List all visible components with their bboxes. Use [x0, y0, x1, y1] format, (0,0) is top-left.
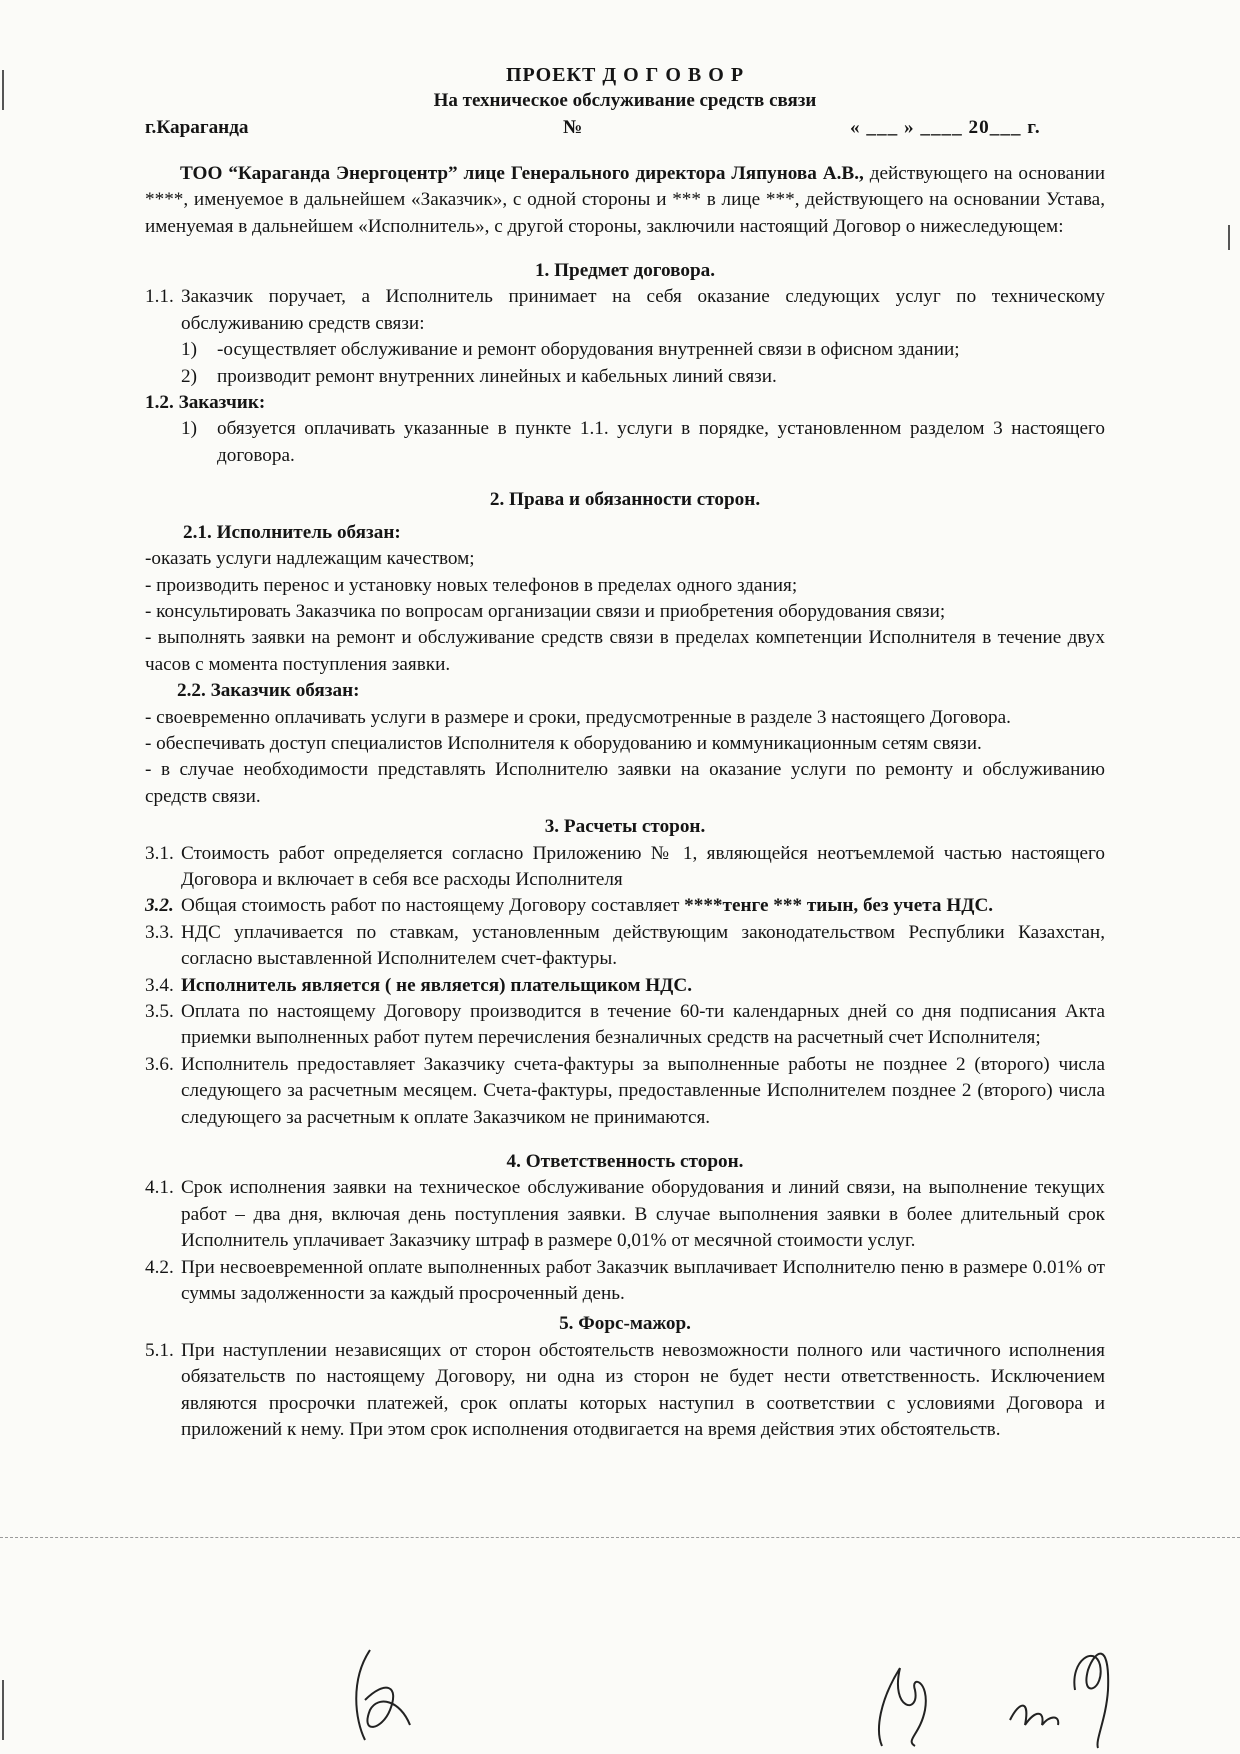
section-heading-2: 2. Права и обязанности сторон.	[489, 489, 761, 511]
signature-right	[1000, 1630, 1130, 1750]
clause-4-2	[145, 1255, 1105, 1308]
duty-line: - выполнять заявки на ремонт и обслуживание средств связи в пределах компетенции Исполнителя в течение двух часов с момента поступления заявки.	[145, 627, 1105, 675]
clause-number: 5.1.	[145, 1339, 174, 1361]
subsection-2-2: 2.2. Заказчик обязан:	[177, 680, 360, 702]
duty-line: - в случае необходимости представлять Исполнителю заявки на оказание услуги по ремонту и обслуживанию средств связи.	[145, 759, 1105, 807]
clause-text: Исполнитель является ( не является) плательщиком НДС.	[181, 974, 693, 996]
item-number: 1)	[181, 418, 197, 440]
clause-text: При наступлении независящих от сторон обстоятельств невозможности полного или частичного исполнения обязательств по настоящему Договору, ни одна из сторон не будет нести ответственность. Исключением являются просрочки платежей, срок оплаты которых наступил в соответствии с условиями Договора и приложений к нему. При этом срок исполнения отодвигается на время действия этих обстоятельств.	[181, 1339, 1105, 1441]
list-item	[145, 416, 1105, 469]
duty-line: -оказать услуги надлежащим качеством;	[145, 548, 475, 570]
scan-edge-mark	[2, 70, 4, 110]
duty-line: - консультировать Заказчика по вопросам организации связи и приобретения оборудования связи;	[145, 600, 946, 622]
section-heading-3: 3. Расчеты сторон.	[544, 816, 706, 838]
signature-left	[340, 1640, 430, 1750]
clause-text: Оплата по настоящему Договору производится в течение 60-ти календарных дней со дня подписания Акта приемки выполненных работ путем перечисления безналичных средств на расчетный счет Исполнителя;	[181, 1001, 1105, 1049]
item-text: -осуществляет обслуживание и ремонт оборудования внутренней связи в офисном здании;	[217, 339, 960, 361]
list-item	[145, 364, 1105, 390]
city: г.Караганда	[145, 116, 249, 138]
scan-edge-mark	[1228, 225, 1230, 250]
clause-1-2: 1.2. Заказчик:	[145, 392, 266, 414]
clause-3-5	[145, 999, 1105, 1052]
clause-number: 4.1.	[145, 1177, 174, 1199]
document-subtitle: На техническое обслуживание средств связи	[433, 90, 817, 112]
intro-text: действующего на основании ****, именуемое в дальнейшем «Заказчик», с одной стороны и *** в лице ***, действующего на основании Устава, именуемая в дальнейшем «Исполнитель», с другой стороны, заключили настоящий Договор о нижеследующем:	[145, 162, 1106, 237]
section-heading-1: 1. Предмет договора.	[534, 260, 716, 282]
intro-paragraph	[145, 161, 1105, 240]
clause-3-1	[145, 841, 1105, 894]
scan-edge-mark	[2, 1680, 4, 1740]
signature-middle	[860, 1660, 950, 1750]
clause-number: 3.6.	[145, 1053, 174, 1075]
contract-number: №	[563, 116, 583, 138]
duty-line: - производить перенос и установку новых телефонов в пределах одного здания;	[145, 574, 798, 596]
clause-text: Исполнитель предоставляет Заказчику счета-фактуры за выполненные работы не позднее 2 (второго) числа следующего за расчетным месяцем. Счета-фактуры, предоставленные Исполнителем позднее 2 (второго) числа следующего за расчетным к оплате Заказчиком не принимаются.	[181, 1053, 1105, 1128]
clause-1-1	[145, 284, 1105, 337]
clause-text: Общая стоимость работ по настоящему Договору составляет	[181, 895, 685, 917]
clause-text: Срок исполнения заявки на техническое обслуживание оборудования и линий связи, на выполнение текущих работ – два дня, включая день поступления заявки. В случае выполнения заявки в более длительный срок Исполнитель уплачивает Заказчику штраф в размере 0,01% от месячной стоимости услуг.	[181, 1177, 1105, 1252]
item-number: 2)	[181, 365, 197, 387]
clause-4-1	[145, 1175, 1105, 1254]
clause-number: 3.2.	[145, 895, 174, 917]
item-text: производит ремонт внутренних линейных и кабельных линий связи.	[217, 365, 777, 387]
clause-5-1	[145, 1338, 1105, 1444]
scan-fold-line	[0, 1537, 1240, 1538]
clause-number: 1.1.	[145, 286, 174, 308]
clause-3-3	[145, 920, 1105, 973]
contract-page	[145, 62, 1105, 1444]
clause-number: 3.3.	[145, 921, 174, 943]
clause-number: 3.1.	[145, 842, 174, 864]
duty-line: - обеспечивать доступ специалистов Исполнителя к оборудованию и коммуникационным сетям связи.	[145, 732, 982, 754]
subsection-2-1: 2.1. Исполнитель обязан:	[183, 521, 401, 543]
list-item	[145, 337, 1105, 363]
clause-3-2	[145, 893, 1105, 919]
item-text: обязуется оплачивать указанные в пункте 1.1. услуги в порядке, установленном разделом 3 настоящего договора.	[217, 418, 1105, 466]
clause-number: 3.4.	[145, 974, 174, 996]
section-heading-5: 5. Форс-мажор.	[559, 1313, 691, 1335]
clause-3-4	[145, 973, 1105, 999]
clause-number: 3.5.	[145, 1001, 174, 1022]
contract-date: « ___ » ____ 20___ г.	[850, 116, 1041, 138]
clause-text: Стоимость работ определяется согласно Приложению № 1, являющейся неотъемлемой частью настоящего Договора и включает в себя все расходы Исполнителя	[181, 842, 1105, 890]
clause-amount: ****тенге *** тиын, без учета НДС.	[684, 895, 994, 917]
place-date-row	[145, 115, 1105, 143]
duty-line: - своевременно оплачивать услуги в размере и сроки, предусмотренные в разделе 3 настоящего Договора.	[145, 706, 1011, 728]
clause-number: 4.2.	[145, 1256, 174, 1278]
clause-3-6	[145, 1052, 1105, 1131]
document-title: ПРОЕКТ Д О Г О В О Р	[505, 64, 745, 86]
intro-parties: ТОО “Караганда Энергоцентр” лице Генерального директора Ляпунова А.В.,	[180, 162, 864, 184]
clause-text: НДС уплачивается по ставкам, установленным действующим законодательством Республики Казахстан, согласно выставленной Исполнителем счет-фактуры.	[181, 921, 1105, 970]
clause-text: Заказчик поручает, а Исполнитель принимает на себя оказание следующих услуг по техническому обслуживанию средств связи:	[181, 286, 1105, 334]
item-number: 1)	[181, 339, 197, 361]
section-heading-4: 4. Ответственность сторон.	[506, 1151, 744, 1173]
clause-text: При несвоевременной оплате выполненных работ Заказчик выплачивает Исполнителю пеню в размере 0.01% от суммы задолженности за каждый просроченный день.	[181, 1256, 1105, 1305]
